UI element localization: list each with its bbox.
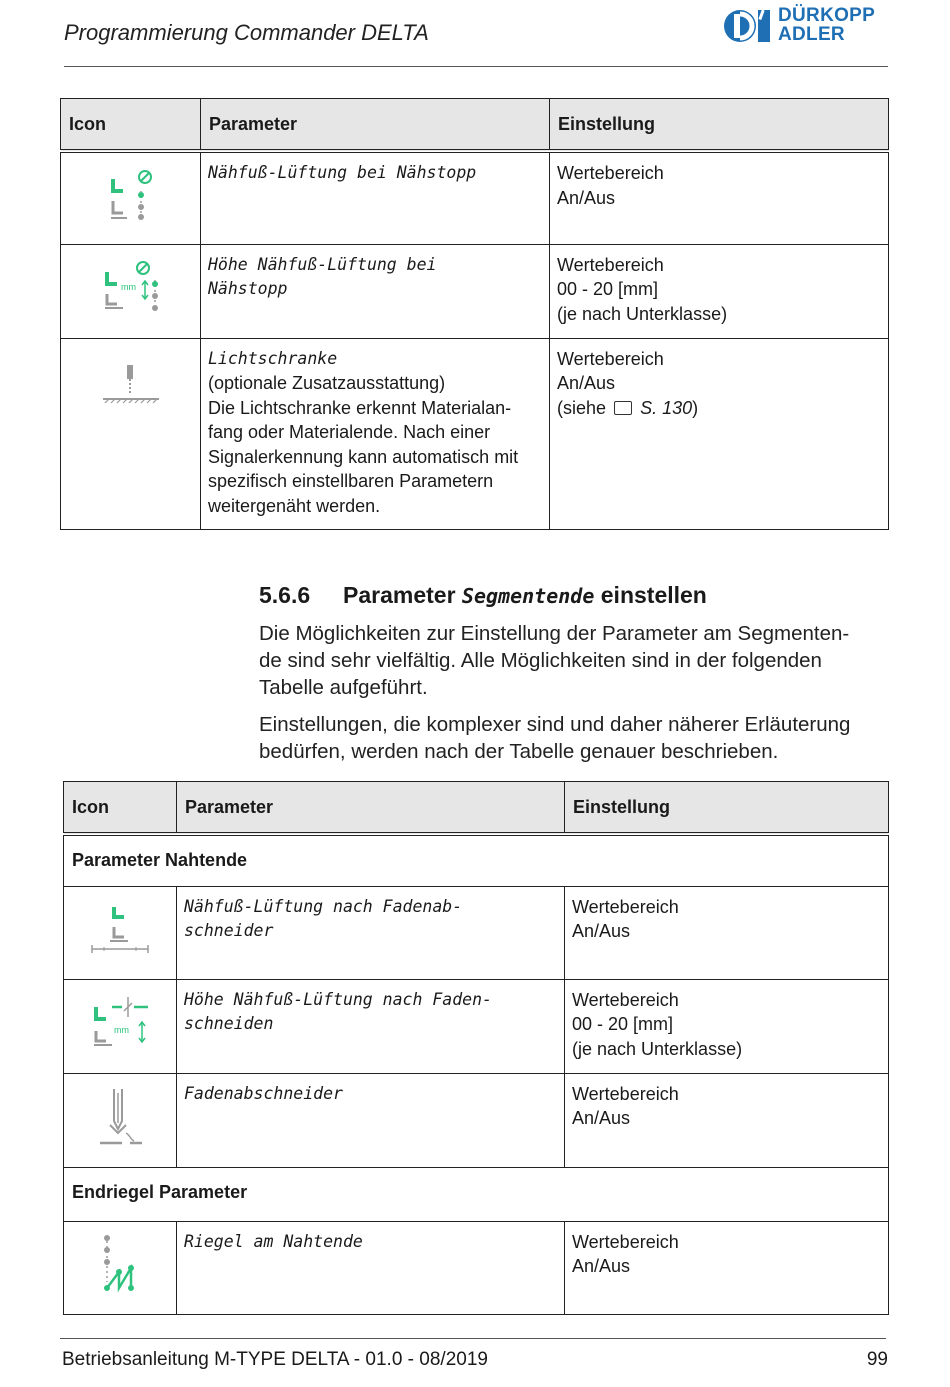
paragraph-line: bedürfen, werden nach der Tabelle genauer beschrieben.	[259, 740, 779, 763]
setting-value: 00 - 20 [mm]	[557, 279, 659, 300]
parameter-cell	[177, 886, 565, 979]
table-row	[64, 886, 889, 979]
presser-foot-height-stop-icon	[99, 258, 163, 318]
footer-divider	[60, 1338, 886, 1339]
icon-cell	[64, 1073, 177, 1167]
setting-label: Wertebereich	[557, 348, 664, 369]
reference-suffix: )	[692, 397, 699, 418]
parameter-description-line: Die Lichtschranke erkennt Materialan-	[208, 397, 512, 418]
group-row	[64, 1167, 889, 1221]
parameter-cell	[177, 1221, 565, 1314]
icon-cell	[64, 886, 177, 979]
table-row	[64, 979, 889, 1073]
column-header-einstellung: Einstellung	[550, 99, 889, 152]
setting-value: 00 - 20 [mm]	[572, 1014, 674, 1035]
parameter-cell	[201, 338, 550, 529]
reference-page-link[interactable]: S. 130	[640, 397, 693, 418]
parameter-name-line: schneiden	[184, 1014, 274, 1034]
parameter-name-line: schneider	[184, 921, 274, 941]
parameter-name: Riegel am Nahtende	[184, 1231, 363, 1251]
section-number: 5.6.6	[259, 582, 311, 608]
setting-cell	[550, 338, 889, 529]
group-title: Parameter Nahtende	[64, 834, 889, 886]
parameter-description-line: fang oder Materialende. Nach einer	[208, 422, 491, 443]
setting-label: Wertebereich	[572, 896, 679, 917]
reference-prefix: (siehe	[557, 397, 607, 418]
setting-cell	[565, 886, 889, 979]
section-heading	[259, 582, 707, 609]
parameter-name: Nähfuß-Lüftung bei Nähstopp	[208, 163, 477, 182]
icon-cell	[61, 151, 201, 244]
presser-foot-lift-after-cut-icon	[88, 899, 152, 959]
setting-value: An/Aus	[572, 1256, 631, 1277]
header-divider	[64, 66, 888, 67]
logo-text-line2: ADLER	[778, 24, 845, 45]
page-number: 99	[866, 1349, 888, 1370]
parameter-cell	[177, 979, 565, 1073]
intro-paragraph	[259, 620, 891, 701]
parameter-cell	[201, 244, 550, 338]
icon-cell	[61, 338, 201, 529]
company-logo	[722, 6, 892, 50]
icon-cell	[64, 979, 177, 1073]
presser-foot-height-after-cut-icon	[88, 993, 152, 1053]
setting-value: An/Aus	[572, 1108, 631, 1129]
icon-cell	[64, 1221, 177, 1314]
table-row	[61, 244, 889, 338]
setting-cell	[550, 244, 889, 338]
setting-note: (je nach Unterklasse)	[557, 303, 728, 324]
table-row	[61, 151, 889, 244]
parameter-table-2	[63, 781, 889, 1315]
column-header-icon: Icon	[64, 782, 177, 835]
setting-label: Wertebereich	[557, 163, 664, 183]
parameter-name-line: Höhe Nähfuß-Lüftung bei	[208, 254, 437, 274]
parameter-name: Fadenabschneider	[184, 1083, 343, 1103]
section-title-suffix: einstellen	[600, 582, 707, 608]
paragraph-line: Einstellungen, die komplexer sind und daher näherer Erläuterung	[259, 713, 851, 736]
setting-label: Wertebereich	[557, 254, 664, 275]
parameter-name-line: Nähfuß-Lüftung nach Fadenab-	[184, 896, 463, 916]
note-paragraph	[259, 711, 891, 765]
parameter-name-line: Höhe Nähfuß-Lüftung nach Faden-	[184, 989, 492, 1009]
thread-cutter-icon	[90, 1085, 150, 1149]
parameter-name-line: Nähstopp	[208, 279, 288, 299]
setting-reference	[557, 396, 882, 421]
column-header-parameter: Parameter	[177, 782, 565, 835]
column-header-icon: Icon	[61, 99, 201, 152]
paragraph-line: de sind sehr vielfältig. Alle Möglichkeiten sind in der folgenden	[259, 649, 822, 672]
column-header-parameter: Parameter	[201, 99, 550, 152]
parameter-description-line: weitergenäht werden.	[208, 496, 381, 517]
icon-cell	[61, 244, 201, 338]
svg-text:mm: mm	[114, 1024, 129, 1035]
light-barrier-icon	[99, 361, 163, 405]
page-header-title: Programmierung Commander DELTA	[64, 20, 429, 45]
section-title-prefix: Parameter	[343, 582, 456, 608]
table-row	[61, 338, 889, 529]
section-title-mono: Segmentende	[461, 584, 595, 608]
setting-label: Wertebereich	[572, 989, 679, 1010]
group-row	[64, 834, 889, 886]
table-row	[64, 1073, 889, 1167]
svg-text:mm: mm	[120, 281, 136, 292]
end-tack-icon	[95, 1232, 145, 1296]
setting-value: An/Aus	[557, 373, 616, 394]
parameter-cell	[201, 151, 550, 244]
parameter-table-1	[60, 98, 889, 530]
parameter-name: Lichtschranke	[208, 348, 338, 368]
setting-value: An/Aus	[572, 921, 631, 942]
setting-label: Wertebereich	[572, 1231, 679, 1252]
parameter-description-line: spezifisch einstellbaren Parametern	[208, 471, 494, 492]
parameter-description-line: (optionale Zusatzausstattung)	[208, 373, 446, 394]
paragraph-line: Tabelle aufgeführt.	[259, 676, 428, 699]
setting-cell	[550, 151, 889, 244]
group-title: Endriegel Parameter	[64, 1167, 889, 1221]
setting-cell	[565, 1073, 889, 1167]
setting-cell	[565, 979, 889, 1073]
footer-text: Betriebsanleitung M-TYPE DELTA - 01.0 - 08/2019	[62, 1349, 488, 1370]
book-icon	[614, 401, 632, 415]
setting-value: An/Aus	[557, 187, 616, 208]
logo-text-line1: DÜRKOPP	[778, 5, 876, 26]
table-row	[64, 1221, 889, 1314]
column-header-einstellung: Einstellung	[565, 782, 889, 835]
setting-cell	[565, 1221, 889, 1314]
paragraph-line: Die Möglichkeiten zur Einstellung der Parameter am Segmenten-	[259, 622, 850, 645]
setting-label: Wertebereich	[572, 1083, 679, 1104]
parameter-cell	[177, 1073, 565, 1167]
logo-mark-icon	[722, 6, 774, 46]
parameter-description-line: Signalerkennung kann automatisch mit	[208, 446, 519, 467]
setting-note: (je nach Unterklasse)	[572, 1038, 743, 1059]
presser-foot-lift-stop-icon	[101, 165, 161, 225]
